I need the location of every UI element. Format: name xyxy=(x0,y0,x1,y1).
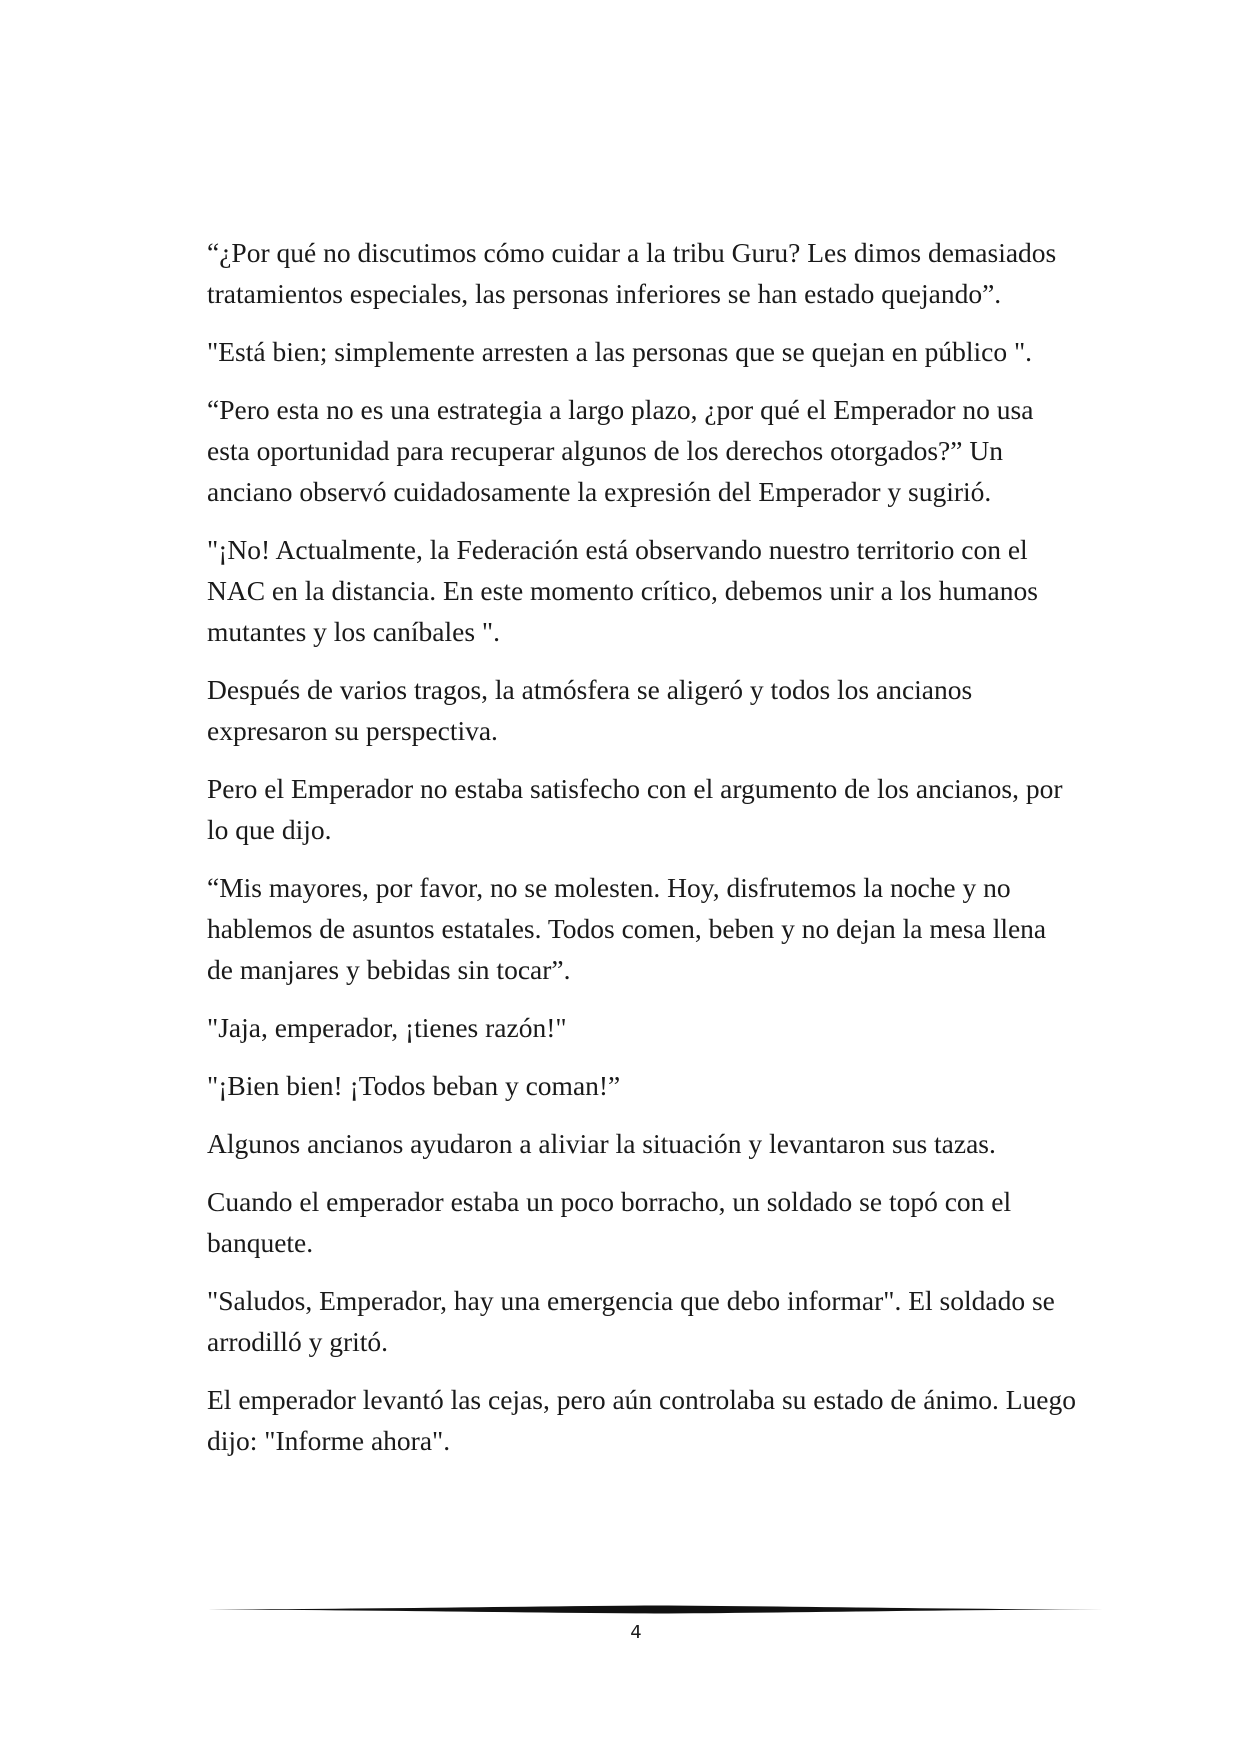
paragraph: “¿Por qué no discutimos cómo cuidar a la tribu Guru? Les dimos demasiados tratamientos especiales, las personas inferiores se han estado quejando”. xyxy=(207,237,1057,309)
paragraph: Algunos ancianos ayudaron a aliviar la situación y levantaron sus tazas. xyxy=(207,1128,996,1159)
paragraph: El emperador levantó las cejas, pero aún controlaba su estado de ánimo. Luego dijo: "Informe ahora". xyxy=(207,1384,1076,1456)
paragraph: Cuando el emperador estaba un poco borracho, un soldado se topó con el banquete. xyxy=(207,1186,1012,1258)
body-text xyxy=(207,232,1077,1478)
footer-rule xyxy=(207,1605,1104,1614)
paragraph: Pero el Emperador no estaba satisfecho con el argumento de los ancianos, por lo que dijo. xyxy=(207,773,1063,845)
paragraph: "Jaja, emperador, ¡tienes razón!" xyxy=(207,1012,567,1043)
paragraph: "Está bien; simplemente arresten a las personas que se quejan en público ". xyxy=(207,336,1033,367)
paragraph: "Saludos, Emperador, hay una emergencia que debo informar". El soldado se arrodilló y gritó. xyxy=(207,1285,1055,1357)
paragraph: “Pero esta no es una estrategia a largo plazo, ¿por qué el Emperador no usa esta oportunidad para recuperar algunos de los derechos otorgados?” Un anciano observó cuidadosamente la expresión del Emperador y sugirió. xyxy=(207,394,1034,507)
paragraph: Después de varios tragos, la atmósfera se aligeró y todos los ancianos expresaron su perspectiva. xyxy=(207,674,973,746)
paragraph: "¡No! Actualmente, la Federación está observando nuestro territorio con el NAC en la distancia. En este momento crítico, debemos unir a los humanos mutantes y los caníbales ". xyxy=(207,534,1038,647)
paragraph: “Mis mayores, por favor, no se molesten. Hoy, disfrutemos la noche y no hablemos de asuntos estatales. Todos comen, beben y no dejan la mesa llena de manjares y bebidas sin tocar”. xyxy=(207,872,1047,985)
paragraph: "¡Bien bien! ¡Todos beban y coman!” xyxy=(207,1070,621,1101)
page-number: 4 xyxy=(630,1622,642,1643)
